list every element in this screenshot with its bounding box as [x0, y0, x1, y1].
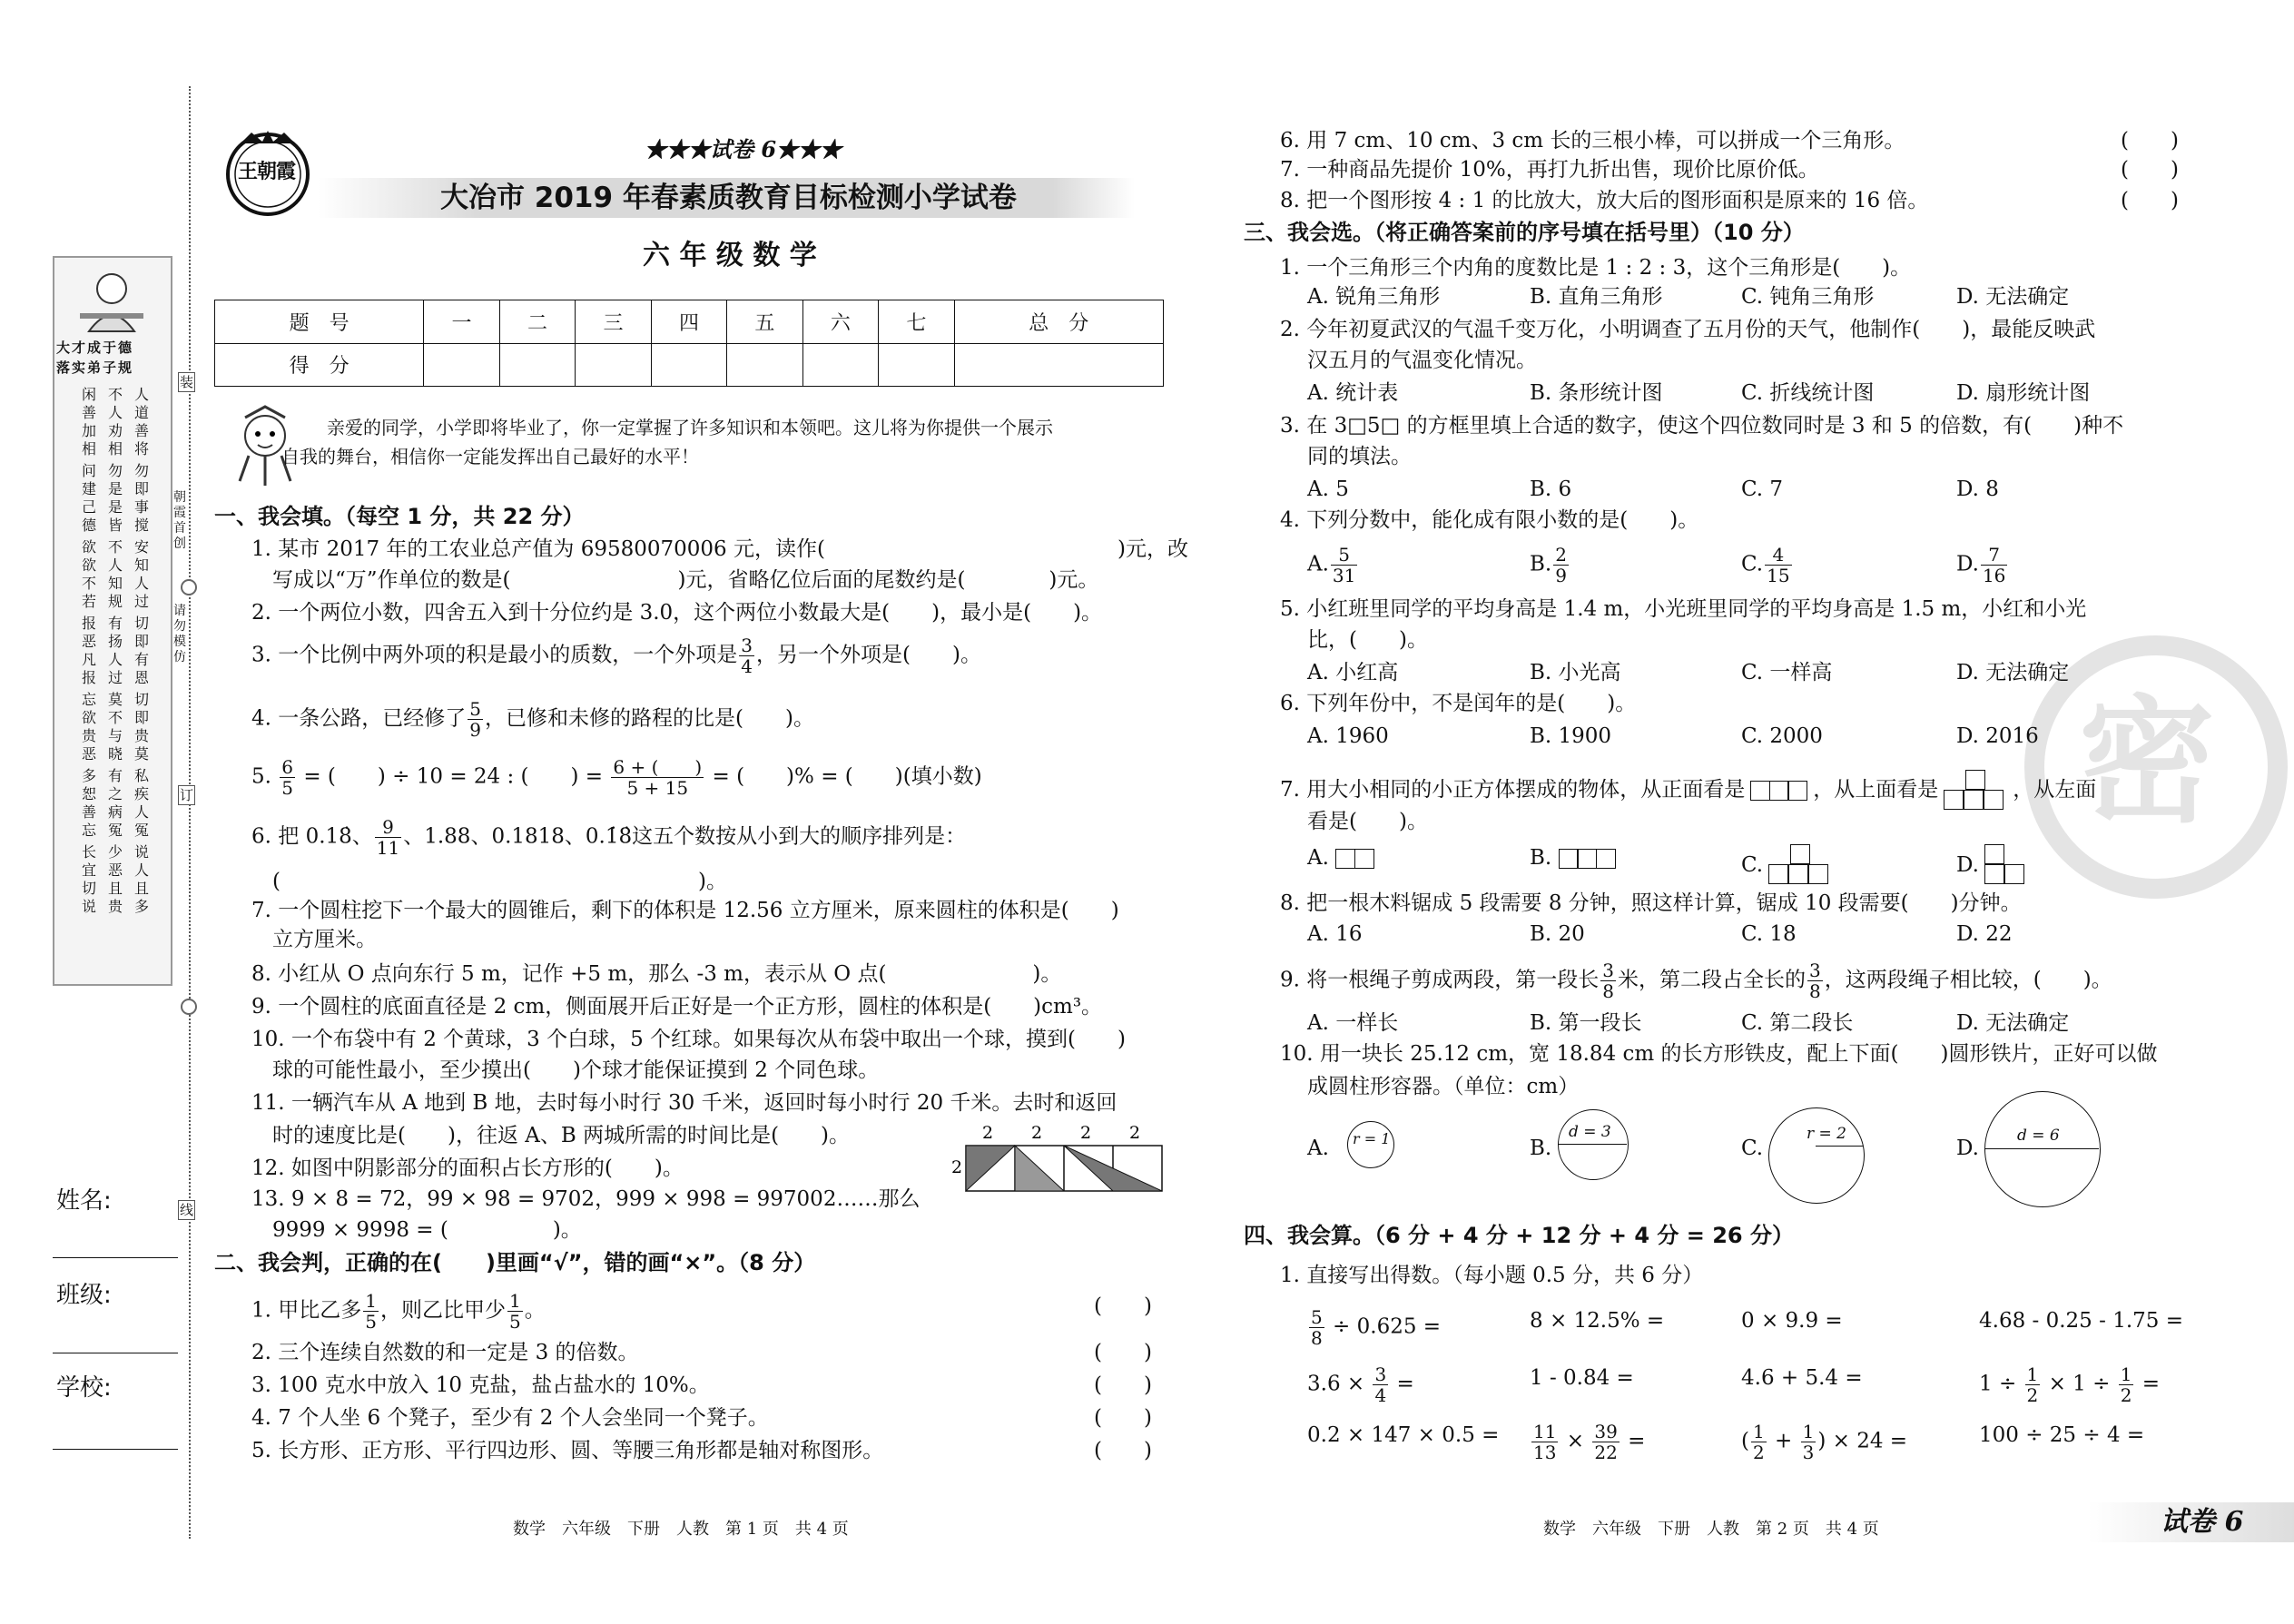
fraction-11-13: $\frac{11}{13}$: [1533, 1421, 1557, 1463]
fraction-3-4: $\frac{3}{4}$: [741, 635, 753, 677]
sidebar-verse-column: 多恕善忘: [82, 767, 97, 839]
score-cell[interactable]: [651, 343, 726, 387]
choice-10-line-2: 成圆柱形容器。（单位：cm）: [1307, 1075, 1580, 1098]
calc-r2-1: 3.6 × $\frac{3}{4}$ =: [1307, 1363, 1414, 1406]
q12-shaded-rectangle: [944, 1122, 1171, 1195]
q9: 9. 一个圆柱的底面直径是 2 cm，侧面展开后正好是一个正方形，圆柱的体积是( )cm³。: [251, 995, 1103, 1019]
choice-5-line-2: 比，( )。: [1307, 628, 1428, 652]
choice-2-line-2: 汉五月的气温变化情况。: [1307, 349, 1537, 372]
choice-7-text-a: 7. 用大小相同的小正方体摆成的物体，从正面看是: [1280, 778, 1746, 802]
choice-6-opt-b[interactable]: B. 1900: [1530, 724, 1612, 748]
choice-8-opt-a[interactable]: A. 16: [1307, 922, 1363, 946]
judge-5: 5. 长方形、正方形、平行四边形、圆、等腰三角形都是轴对称图形。: [251, 1439, 884, 1462]
q12-label-top-4: 2: [1129, 1123, 1141, 1143]
choice-4-opt-c[interactable]: C. $\frac{4}{15}$: [1741, 544, 1790, 586]
intro-line-2: 自我的舞台，相信你一定能发挥出自己最好的水平！: [281, 446, 699, 468]
q3-text-b: ，另一个外项是( )。: [756, 643, 981, 667]
calc-r2-2: 1 - 0.84 =: [1530, 1366, 1634, 1390]
calc-r1-3: 0 × 9.9 =: [1741, 1309, 1843, 1333]
score-header-cell: 三: [576, 300, 651, 344]
q12-figure: [944, 1122, 1171, 1195]
corner-label: 试卷 6: [2161, 1506, 2244, 1538]
sidebar-verse-column: 欲欲不若: [82, 538, 97, 610]
sidebar-verse-column: 有之病冤: [108, 767, 123, 839]
calc-r2-3: 4.6 + 5.4 =: [1741, 1366, 1863, 1390]
sidebar-verse-column: 勿即事搅: [134, 462, 150, 534]
q10-line-1: 10. 一个布袋中有 2 个黄球，3 个白球，5 个红球。如果每次从布袋中取出一个球，摸到( ): [251, 1028, 1126, 1051]
q6-text-a: 6. 把 0.18̇、: [251, 824, 373, 849]
choice-1: 1. 一个三角形三个内角的度数比是 1 : 2 : 3，这个三角形是( )。: [1280, 256, 1912, 280]
confidential-stamp-text: 密: [2079, 684, 2216, 842]
score-header-cell: 五: [727, 300, 802, 344]
score-row-label: 得 分: [215, 343, 424, 387]
brand-logo-text: 王朝霞: [238, 160, 296, 183]
choice-6-opt-c[interactable]: C. 2000: [1741, 724, 1823, 748]
judge-1-paren[interactable]: ( ): [1094, 1294, 1152, 1318]
cut-mark-3: 线: [180, 1202, 194, 1218]
choice-9-opt-a[interactable]: A. 一样长: [1307, 1011, 1399, 1035]
choice-7-opt-d[interactable]: D.: [1956, 844, 2028, 888]
section-4-title: 四、我会算。（6 分 + 4 分 + 12 分 + 4 分 = 26 分）: [1244, 1223, 1794, 1248]
cut-mark-1: 装: [180, 374, 194, 390]
choice-4-opt-b[interactable]: B. $\frac{2}{9}$: [1530, 544, 1567, 586]
sidebar-verse-column: 人道善将: [134, 386, 150, 458]
sidebar-verse-column: 忘欲贵恶: [82, 691, 97, 763]
sidebar-motto-2: 落实弟子规: [56, 359, 134, 376]
q5-text-c: = ( )% = ( )(填小数): [712, 764, 982, 789]
score-header-cell: 题 号: [215, 300, 424, 344]
choice-8: 8. 把一根木料锯成 5 段需要 8 分钟，照这样计算，锯成 10 段需要( )分钟。: [1280, 891, 2022, 915]
score-table: [214, 300, 1164, 387]
choice-9-text-c: ，这两段绳子相比较，( )。: [1824, 968, 2112, 992]
fraction-1-2-b: $\frac{1}{2}$: [2120, 1363, 2132, 1406]
choice-5-opt-b[interactable]: B. 小光高: [1530, 661, 1621, 684]
q7-line-1: 7. 一个圆柱挖下一个最大的圆锥后，剩下的体积是 12.56 立方厘米，原来圆柱的体积是( ): [251, 899, 1119, 922]
judge-3-paren[interactable]: ( ): [1094, 1373, 1152, 1397]
judge-7-paren[interactable]: ( ): [2121, 158, 2179, 182]
choice-5-opt-c[interactable]: C. 一样高: [1741, 661, 1833, 684]
score-header-cell: 一: [424, 300, 499, 344]
choice-6-opt-d[interactable]: D. 2016: [1956, 724, 2039, 748]
fraction-2-9: $\frac{2}{9}$: [1555, 544, 1567, 586]
score-cell[interactable]: [576, 343, 651, 387]
score-cell[interactable]: [499, 343, 575, 387]
calc-r3-3: ( $\frac{1}{2}$ + $\frac{1}{3}$ ) × 24 =: [1741, 1421, 1908, 1463]
sidebar-verse-column: 莫不与晓: [108, 691, 123, 763]
choice-2-line-1: 2. 今年初夏武汉的气温千变万化，小明调查了五月份的天气，他制作( )，最能反映武: [1280, 318, 2096, 341]
q1-line-1: 1. 某市 2017 年的工农业总产值为 69580070006 元，读作( )元，改: [251, 537, 1188, 561]
fraction-3-4-calc: $\frac{3}{4}$: [1374, 1363, 1387, 1406]
q12: 12. 如图中阴影部分的面积占长方形的( )。: [251, 1156, 684, 1180]
judge-8: 8. 把一个图形按 4 : 1 的比放大，放大后的图形面积是原来的 16 倍。: [1280, 189, 1929, 212]
q10-line-2: 球的可能性最小，至少摸出( )个球才能保证摸到 2 个同色球。: [272, 1058, 880, 1082]
q5-num: 5.: [251, 764, 271, 789]
fraction-1-5-a: $\frac{1}{5}$: [365, 1290, 377, 1333]
score-cell[interactable]: [802, 343, 878, 387]
exam-title: 大冶市 2019 年春素质教育目标检测小学试卷: [440, 182, 1017, 214]
sidebar-verse-column: 问建己德: [82, 462, 97, 534]
score-header-cell: 总 分: [954, 300, 1163, 344]
judge-4: 4. 7 个人坐 6 个凳子，至少有 2 个人会坐同一个凳子。: [251, 1406, 769, 1430]
judge-8-paren[interactable]: ( ): [2121, 189, 2179, 212]
q13-line-1: 13. 9 × 8 = 72，99 × 98 = 9702，999 × 998 = 997002……那么: [251, 1187, 921, 1211]
calc-r1-2: 8 × 12.5% =: [1530, 1309, 1665, 1333]
fraction-3-8-a: $\frac{3}{8}$: [1602, 960, 1614, 1002]
choice-9-text-b: 米，第二段占全长的: [1618, 968, 1806, 992]
judge-2: 2. 三个连续自然数的和一定是 3 的倍数。: [251, 1341, 639, 1364]
choice-6: 6. 下列年份中，不是闰年的是( )。: [1280, 692, 1637, 715]
judge-6: 6. 用 7 cm、10 cm、3 cm 长的三根小棒，可以拼成一个三角形。: [1280, 129, 1905, 153]
sidebar-verse-column: 切即贵莫: [134, 691, 150, 763]
calc-r2-4: 1 ÷ $\frac{1}{2}$ × 1 ÷ $\frac{1}{2}$ =: [1979, 1363, 2161, 1406]
section-3-title: 三、我会选。（将正确答案前的序号填在括号里）（10 分）: [1244, 220, 1805, 245]
sidebar-verse-column: 少恶且贵: [108, 843, 123, 915]
q11-line-2: 时的速度比是( )，往返 A、B 两城所需的时间比是( )。: [272, 1124, 851, 1147]
circle-a-label: r = 1: [1353, 1130, 1391, 1147]
cut-mark-2: 订: [180, 787, 194, 803]
sidebar-verse-column: 不人知规: [108, 538, 123, 610]
sidebar-verse-column: 不人劝相: [108, 386, 123, 458]
judge-1: [251, 1291, 546, 1332]
q5: [251, 757, 982, 798]
vertical-notice-2: 请勿模仿: [173, 604, 186, 664]
sidebar-verse-column: 有扬人过: [108, 615, 123, 686]
circle-d: [1984, 1091, 2101, 1207]
fraction-q5: $\frac{6 + ( )}{5 + 15}$: [613, 756, 703, 799]
choice-10-line-1: 10. 用一块长 25.12 cm，宽 18.84 cm 的长方形铁皮，配上下面( )圆形铁片，正好可以做: [1280, 1042, 2158, 1066]
q12-label-side: 2: [951, 1157, 963, 1177]
paper-tag: ★★★试卷 6★★★: [645, 136, 842, 162]
choice-4: 4. 下列分数中，能化成有限小数的是( )。: [1280, 508, 1699, 532]
judge-1-text-c: 。: [524, 1298, 546, 1323]
judge-6-paren[interactable]: ( ): [2121, 129, 2179, 153]
choice-7-opt-c[interactable]: C.: [1741, 844, 1834, 888]
q2: 2. 一个两位小数，四舍五入到十分位约是 3.0，这个两位小数最大是( )，最小是( )。: [251, 601, 1103, 625]
sidebar-verse-column: 长宜切说: [82, 843, 97, 915]
fraction-4-15: $\frac{4}{15}$: [1767, 544, 1790, 586]
choice-8-opt-c[interactable]: C. 18: [1741, 922, 1797, 946]
binding-dotted-line: [189, 86, 191, 1539]
score-cell[interactable]: [727, 343, 802, 387]
calc-intro: 1. 直接写出得数。（每小题 0.5 分，共 6 分）: [1280, 1264, 1704, 1287]
q6: [251, 817, 966, 858]
fraction-1-3: $\frac{1}{3}$: [1802, 1421, 1815, 1463]
choice-2-opt-a[interactable]: A. 统计表: [1307, 381, 1399, 405]
choice-9-opt-d[interactable]: D. 无法确定: [1956, 1011, 2070, 1035]
q13-line-2: 9999 × 9998 = ( )。: [272, 1218, 582, 1242]
q5-text-b: = ( ) ÷ 10 = 24 : ( ) =: [303, 764, 604, 789]
fraction-39-22: $\frac{39}{22}$: [1594, 1421, 1618, 1463]
choice-3-line-1: 3. 在 3□5□ 的方框里填上合适的数字，使这个四位数同时是 3 和 5 的倍数，有( )种不: [1280, 414, 2124, 438]
name-field-label: 姓名:: [56, 1187, 112, 1215]
judge-4-paren[interactable]: ( ): [1094, 1406, 1152, 1430]
choice-7-opt-b[interactable]: B.: [1530, 844, 1616, 871]
fraction-7-16: $\frac{7}{16}$: [1982, 544, 2006, 586]
calc-r3-1: 0.2 × 147 × 0.5 =: [1307, 1423, 1500, 1447]
choice-10-opt-a[interactable]: A.: [1307, 1137, 1329, 1160]
ring-hole-1: [181, 579, 197, 595]
right-footer: 数学 六年级 下册 人教 第 2 页 共 4 页: [1543, 1520, 1879, 1539]
choice-3-line-2: 同的填法。: [1307, 445, 1412, 468]
q6-text-b: 、1.88、0.1818、0.1̇8̇这五个数按从小到大的顺序排列是：: [403, 824, 967, 849]
sidebar-verse-column: 说人且多: [134, 843, 150, 915]
choice-3-opt-b[interactable]: B. 6: [1530, 477, 1572, 501]
front-view-shape: [1750, 778, 1807, 802]
score-header-cell: 七: [879, 300, 954, 344]
circle-d-label: d = 6: [2017, 1127, 2060, 1145]
judge-1-text-a: 1. 甲比乙多: [251, 1298, 362, 1323]
judge-3: 3. 100 克水中放入 10 克盐，盐占盐水的 10%。: [251, 1373, 710, 1397]
fraction-1-2-c: $\frac{1}{2}$: [1752, 1421, 1765, 1463]
calc-r1-1: $\frac{5}{8}$ ÷ 0.625 =: [1311, 1306, 1442, 1349]
score-cell[interactable]: [954, 343, 1163, 387]
choice-4-opt-a[interactable]: A. $\frac{5}{31}$: [1307, 544, 1356, 586]
score-cell[interactable]: [424, 343, 499, 387]
sidebar-verse-column: 安知人过: [134, 538, 150, 610]
fraction-5-9: $\frac{5}{9}$: [469, 698, 481, 741]
choice-5-opt-a[interactable]: A. 小红高: [1307, 661, 1399, 684]
calc-r3-2: $\frac{11}{13}$ × $\frac{39}{22}$ =: [1533, 1421, 1646, 1463]
choice-9-opt-b[interactable]: B. 第一段长: [1530, 1011, 1642, 1035]
choice-2-opt-b[interactable]: B. 条形统计图: [1530, 381, 1663, 405]
choice-10-opt-c[interactable]: C.: [1741, 1137, 1764, 1160]
school-field-line[interactable]: [53, 1449, 178, 1450]
q3-text-a: 3. 一个比例中两外项的积是最小的质数，一个外项是: [251, 643, 738, 667]
left-footer: 数学 六年级 下册 人教 第 1 页 共 4 页: [513, 1520, 849, 1539]
q4-text-b: ，已修和未修的路程的比是( )。: [485, 706, 814, 731]
choice-2-opt-d[interactable]: D. 扇形统计图: [1956, 381, 2091, 405]
calc-r3-4: 100 ÷ 25 ÷ 4 =: [1979, 1423, 2145, 1447]
q7-line-2: 立方厘米。: [272, 928, 377, 951]
circle-b-label: d = 3: [1569, 1123, 1611, 1141]
choice-1-opt-c[interactable]: C. 钝角三角形: [1741, 285, 1875, 309]
choice-3-opt-c[interactable]: C. 7: [1741, 477, 1784, 501]
q11-line-1: 11. 一辆汽车从 A 地到 B 地，去时每小时行 30 千米，返回时每小时行 20 千米。去时和返回: [251, 1091, 1117, 1115]
choice-6-opt-a[interactable]: A. 1960: [1307, 724, 1389, 748]
sidebar-verse-column: 私疾人冤: [134, 767, 150, 839]
q12-label-top-2: 2: [1031, 1123, 1043, 1143]
section-1-title: 一、我会填。（每空 1 分，共 22 分）: [214, 504, 585, 529]
top-view-shape: [1944, 770, 2007, 812]
q1-line-2: 写成以“万”作单位的数是( )元，省略亿位后面的尾数约是( )元。: [272, 568, 1099, 592]
choice-9: [1280, 960, 2112, 1001]
score-header-cell: 四: [651, 300, 726, 344]
fraction-1-2-a: $\frac{1}{2}$: [2026, 1363, 2039, 1406]
judge-2-paren[interactable]: ( ): [1094, 1341, 1152, 1364]
q3: [251, 635, 981, 676]
choice-8-opt-d[interactable]: D. 22: [1956, 922, 2013, 946]
fraction-3-8-b: $\frac{3}{8}$: [1809, 960, 1821, 1002]
fraction-1-5-b: $\frac{1}{5}$: [509, 1290, 521, 1333]
choice-1-opt-a[interactable]: A. 锐角三角形: [1307, 285, 1441, 309]
sidebar-verse-column: 勿是是皆: [108, 462, 123, 534]
choice-1-opt-b[interactable]: B. 直角三角形: [1530, 285, 1663, 309]
scholar-illustration: [71, 263, 153, 336]
calc-r1-4: 4.68 - 0.25 - 1.75 =: [1979, 1309, 2184, 1333]
choice-10-opt-d[interactable]: D.: [1956, 1137, 1979, 1160]
choice-1-opt-d[interactable]: D. 无法确定: [1956, 285, 2070, 309]
choice-7-line-2: 看是( )。: [1307, 810, 1428, 833]
choice-7-opt-a[interactable]: A.: [1307, 844, 1374, 871]
choice-7-text-b: ，从上面看是: [1813, 778, 1939, 802]
score-header-cell: 二: [499, 300, 575, 344]
choice-4-opt-d[interactable]: D. $\frac{7}{16}$: [1956, 544, 2006, 586]
q12-label-top-3: 2: [1080, 1123, 1092, 1143]
choice-8-opt-b[interactable]: B. 20: [1530, 922, 1585, 946]
q4-text-a: 4. 一条公路，已经修了: [251, 706, 467, 731]
choice-9-opt-c[interactable]: C. 第二段长: [1741, 1011, 1854, 1035]
fraction-5-31: $\frac{5}{31}$: [1332, 544, 1356, 586]
choice-7-line-1: [1280, 770, 2096, 812]
name-field-line[interactable]: [53, 1257, 178, 1258]
q12-label-top-1: 2: [982, 1123, 994, 1143]
score-cell[interactable]: [879, 343, 954, 387]
section-2-title: 二、我会判，正确的在( )里画“√”，错的画“×”。（8 分）: [214, 1250, 816, 1275]
class-field-label: 班级:: [56, 1282, 112, 1309]
school-field-label: 学校:: [56, 1374, 112, 1402]
choice-5-opt-d[interactable]: D. 无法确定: [1956, 661, 2070, 684]
ring-hole-2: [181, 999, 197, 1015]
choice-3-opt-a[interactable]: A. 5: [1307, 477, 1349, 501]
sidebar-motto-1: 大才成于德: [56, 340, 134, 356]
vertical-notice-1: 朝霞首创: [173, 490, 186, 551]
fraction-5-8: $\frac{5}{8}$: [1311, 1306, 1323, 1349]
circle-c-label: r = 2: [1807, 1125, 1846, 1143]
q8: 8. 小红从 O 点向东行 5 m，记作 +5 m，那么 -3 m，表示从 O 点( )。: [251, 962, 1062, 986]
q6-answer: ( )。: [272, 870, 727, 893]
sidebar-portrait: [71, 263, 153, 336]
judge-7: 7. 一种商品先提价 10%，再打九折出售，现价比原价低。: [1280, 158, 1819, 182]
judge-1-text-b: ，则乙比甲少: [380, 1298, 506, 1323]
judge-5-paren[interactable]: ( ): [1094, 1439, 1152, 1462]
exam-subject: 六 年 级 数 学: [643, 240, 817, 271]
intro-line-1: 亲爱的同学，小学即将毕业了，你一定掌握了许多知识和本领吧。这儿将为你提供一个展示: [327, 417, 1053, 438]
sidebar-verse-column: 闲善加相: [82, 386, 97, 458]
choice-3-opt-d[interactable]: D. 8: [1956, 477, 1999, 501]
choice-5-line-1: 5. 小红班里同学的平均身高是 1.4 m，小光班里同学的平均身高是 1.5 m，小红和小光: [1280, 597, 2087, 621]
fraction-6-5: $\frac{6}{5}$: [281, 756, 293, 799]
score-header-cell: 六: [802, 300, 878, 344]
choice-9-text-a: 9. 将一根绳子剪成两段，第一段长: [1280, 968, 1600, 992]
q4: [251, 699, 814, 740]
choice-10-opt-b[interactable]: B.: [1530, 1137, 1552, 1160]
sidebar-verse-column: 切即有恩: [134, 615, 150, 686]
fraction-9-11: $\frac{9}{11}$: [376, 816, 400, 859]
sidebar-verse-column: 报恶凡报: [82, 615, 97, 686]
choice-7-text-c: ，从左面: [2013, 778, 2097, 802]
choice-2-opt-c[interactable]: C. 折线统计图: [1741, 381, 1875, 405]
